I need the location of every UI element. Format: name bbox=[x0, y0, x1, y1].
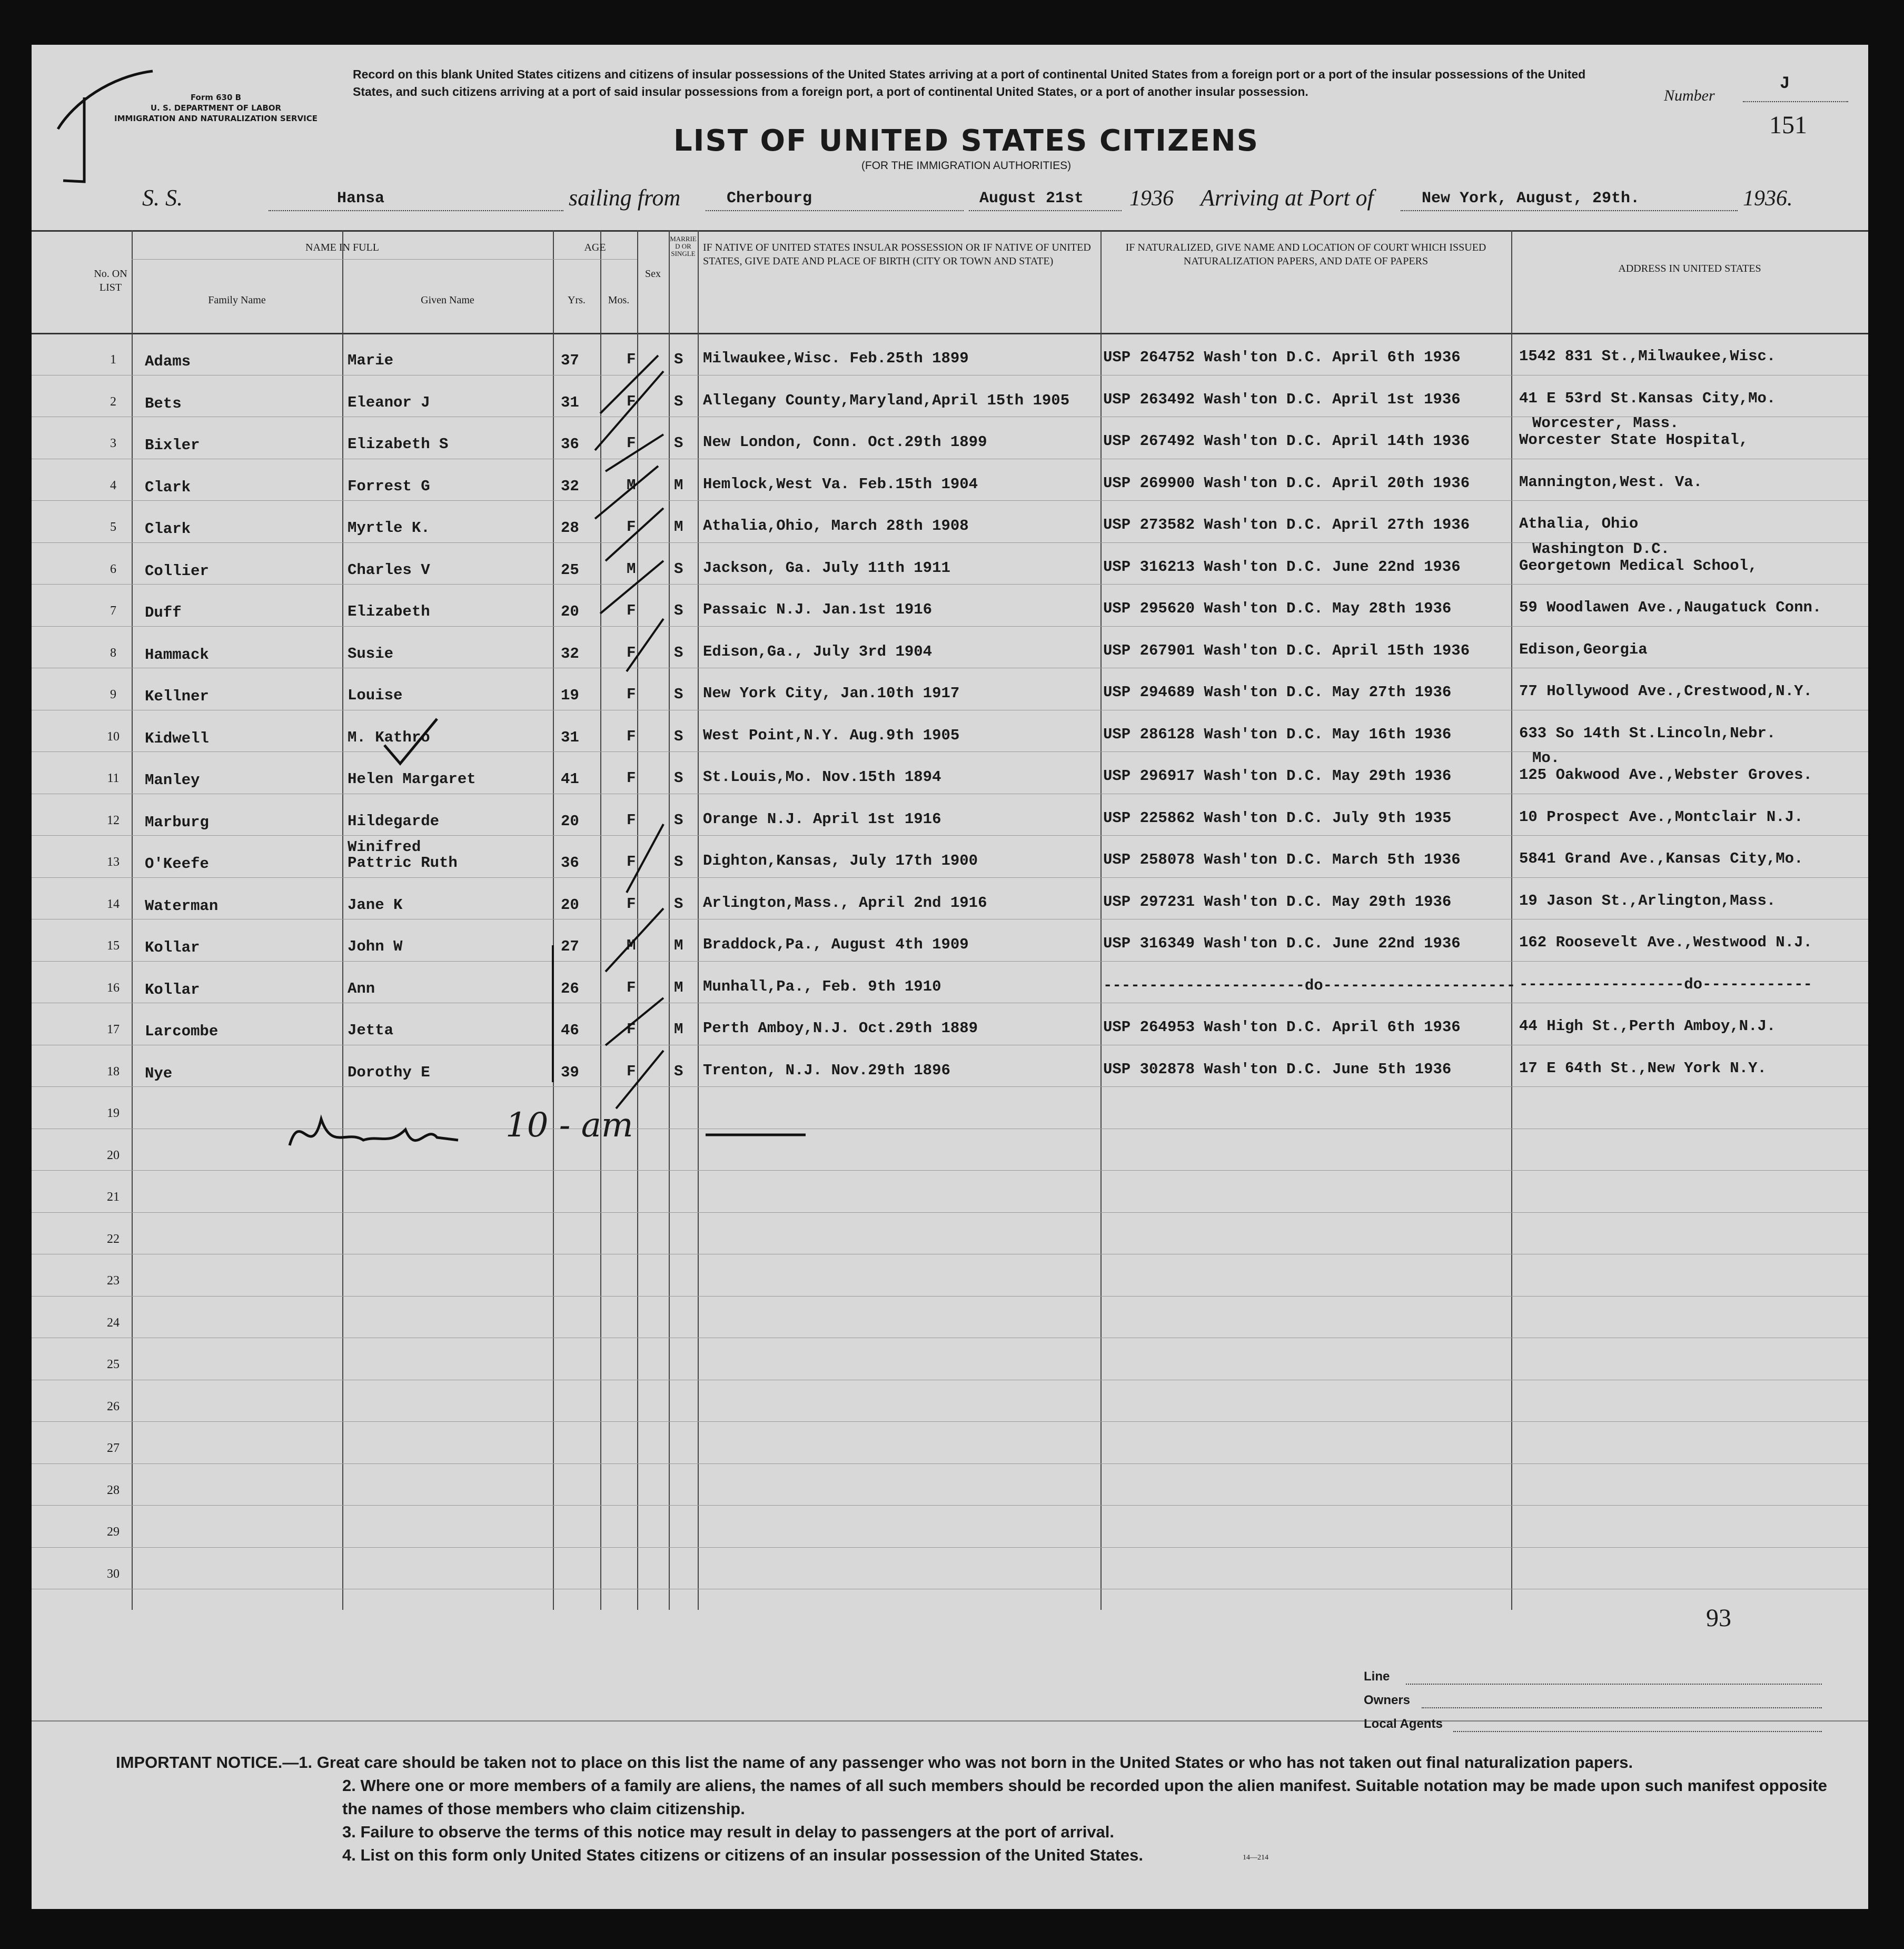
naturalization-info: USP 294689 Wash'ton D.C. May 27th 1936 bbox=[1103, 684, 1452, 701]
birth-info: Munhall,Pa., Feb. 9th 1910 bbox=[703, 977, 941, 995]
row-number: 18 bbox=[107, 1064, 120, 1079]
naturalization-info: USP 267901 Wash'ton D.C. April 15th 1936 bbox=[1103, 641, 1470, 659]
notice-item-4: 4. List on this form only United States citizens or citizens of an insular possession of the United States. bbox=[342, 1846, 1143, 1864]
marital-status: S bbox=[674, 727, 683, 745]
given-name: Louise bbox=[348, 687, 403, 704]
given-name: Jetta bbox=[348, 1022, 394, 1039]
marital-status: S bbox=[674, 392, 683, 410]
age-years: 31 bbox=[561, 393, 579, 411]
birth-info: Trenton, N.J. Nov.29th 1896 bbox=[703, 1061, 950, 1079]
row-number: 1 bbox=[110, 353, 116, 367]
family-name: Bets bbox=[145, 394, 182, 412]
family-name: Bixler bbox=[145, 437, 200, 454]
given-name: M. Kathro bbox=[348, 728, 430, 746]
row-number: 13 bbox=[107, 855, 120, 869]
sex: F bbox=[627, 1021, 636, 1038]
address: Mannington,West. Va. bbox=[1519, 473, 1703, 491]
intro-text: Record on this blank United States citizens and citizens of insular possessions of the United States arriving at a port of continental United States from a foreign port or a port of the insular possessions of the United States, and such citizens arriving at a port of said insular possessions from a foreign port, a port of continental United States, or a port of another insular possession. bbox=[353, 67, 1586, 98]
sex: F bbox=[627, 644, 636, 661]
row-number: 17 bbox=[107, 1023, 120, 1036]
age-years: 19 bbox=[561, 687, 579, 704]
notice-item-1: —1. Great care should be taken not to place on this list the name of any passenger who was not born in the United States or who has not taken out final naturalization papers. bbox=[282, 1753, 1633, 1772]
birth-info: Jackson, Ga. July 11th 1911 bbox=[703, 559, 950, 577]
row-number: 3 bbox=[110, 437, 116, 450]
marital-status: M bbox=[674, 1021, 683, 1038]
row-number: 11 bbox=[107, 771, 120, 785]
address: 125 Oakwood Ave.,Webster Groves. bbox=[1519, 766, 1812, 784]
address: 1542 831 St.,Milwaukee,Wisc. bbox=[1519, 348, 1776, 365]
number-label: Number bbox=[1664, 87, 1715, 104]
given-name: Helen Margaret bbox=[348, 770, 476, 788]
family-name: Adams bbox=[145, 353, 191, 370]
check-mark-louise bbox=[379, 714, 442, 771]
age-years: 32 bbox=[561, 477, 579, 495]
birth-info: Milwaukee,Wisc. Feb.25th 1899 bbox=[703, 350, 969, 367]
given-name: Dorothy E bbox=[348, 1063, 430, 1081]
arrival-line bbox=[1401, 209, 1738, 211]
birth-info: West Point,N.Y. Aug.9th 1905 bbox=[703, 726, 960, 744]
family-name: Marburg bbox=[145, 813, 209, 831]
sex: M bbox=[627, 476, 636, 494]
check-marks bbox=[584, 340, 700, 1172]
handwritten-underline bbox=[706, 1124, 811, 1145]
row-number: 22 bbox=[107, 1232, 120, 1246]
naturalization-info: USP 225862 Wash'ton D.C. July 9th 1935 bbox=[1103, 809, 1452, 827]
given-name: Myrtle K. bbox=[348, 519, 430, 537]
birth-info: Orange N.J. April 1st 1916 bbox=[703, 810, 941, 828]
sex: F bbox=[627, 769, 636, 787]
row-number: 19 bbox=[107, 1106, 120, 1120]
birth-info: New York City, Jan.10th 1917 bbox=[703, 685, 960, 702]
family-name: Duff bbox=[145, 604, 182, 621]
sailing-label: sailing from bbox=[569, 185, 681, 211]
important-notice bbox=[116, 1751, 1827, 1867]
print-code: 14—214 bbox=[1243, 1854, 1268, 1862]
family-name: Kollar bbox=[145, 939, 200, 956]
address: 162 Roosevelt Ave.,Westwood N.J. bbox=[1519, 934, 1812, 951]
address: 59 Woodlawen Ave.,Naugatuck Conn. bbox=[1519, 599, 1822, 616]
marital-status: M bbox=[674, 518, 683, 536]
sex: F bbox=[627, 351, 636, 368]
family-name: Clark bbox=[145, 478, 191, 496]
number-line bbox=[1743, 100, 1848, 102]
handwritten-note: 10 - am bbox=[505, 1106, 633, 1145]
family-name: Kidwell bbox=[145, 729, 209, 747]
given-name: Susie bbox=[348, 645, 394, 662]
naturalization-info: USP 263492 Wash'ton D.C. April 1st 1936 bbox=[1103, 390, 1461, 408]
age-years: 28 bbox=[561, 519, 579, 537]
port-from: Cherbourg bbox=[727, 190, 812, 207]
marital-status: S bbox=[674, 686, 683, 703]
address: Athalia, Ohio bbox=[1519, 515, 1639, 532]
family-name: Hammack bbox=[145, 646, 209, 664]
form-number: Form 630 B bbox=[190, 93, 242, 102]
page-number: 93 bbox=[1706, 1604, 1731, 1632]
arrival-port-date: New York, August, 29th. bbox=[1422, 190, 1640, 207]
row-number: 30 bbox=[107, 1567, 120, 1581]
naturalization-info: USP 269900 Wash'ton D.C. April 20th 1936 bbox=[1103, 474, 1470, 492]
service-name: IMMIGRATION AND NATURALIZATION SERVICE bbox=[114, 114, 318, 123]
age-years: 25 bbox=[561, 561, 579, 579]
age-years: 36 bbox=[561, 436, 579, 453]
sex: F bbox=[627, 434, 636, 452]
row-number: 2 bbox=[110, 394, 116, 409]
given-name: Jane K bbox=[348, 896, 403, 914]
birth-info: Perth Amboy,N.J. Oct.29th 1889 bbox=[703, 1020, 978, 1037]
row-number: 25 bbox=[107, 1358, 120, 1371]
given-name: Marie bbox=[348, 352, 394, 369]
page-title: LIST OF UNITED STATES CITIZENS bbox=[673, 124, 1259, 158]
sex: M bbox=[627, 937, 636, 954]
address: 77 Hollywood Ave.,Crestwood,N.Y. bbox=[1519, 682, 1812, 700]
birth-info: Athalia,Ohio, March 28th 1908 bbox=[703, 517, 969, 535]
family-name: Kellner bbox=[145, 688, 209, 705]
birth-info: Allegany County,Maryland,April 15th 1905 bbox=[703, 391, 1070, 409]
row-number: 20 bbox=[107, 1148, 120, 1162]
age-years: 31 bbox=[561, 728, 579, 746]
marital-status: S bbox=[674, 853, 683, 870]
age-years: 46 bbox=[561, 1022, 579, 1039]
given-name: Hildegarde bbox=[348, 812, 440, 830]
marital-status: M bbox=[674, 937, 683, 954]
birth-info: Edison,Ga., July 3rd 1904 bbox=[703, 642, 933, 660]
naturalization-info: USP 302878 Wash'ton D.C. June 5th 1936 bbox=[1103, 1060, 1452, 1078]
naturalization-info: USP 273582 Wash'ton D.C. April 27th 1936 bbox=[1103, 516, 1470, 533]
naturalization-info: ----------------------do--------------------- bbox=[1103, 976, 1516, 994]
family-name: Nye bbox=[145, 1064, 173, 1082]
notice-item-2: 2. Where one or more members of a family are aliens, the names of all such members should be recorded upon the alien manifest. Suitable notation may be made upon such manifest opposite the names of those members who claim citizenship. bbox=[342, 1776, 1827, 1818]
given-name-top: Winifred bbox=[348, 838, 421, 856]
marital-status: M bbox=[674, 978, 683, 996]
marital-status: S bbox=[674, 1062, 683, 1080]
row-number: 6 bbox=[110, 562, 116, 576]
given-name: Elizabeth bbox=[348, 603, 430, 620]
age-years: 20 bbox=[561, 896, 579, 914]
list-number: 151 bbox=[1769, 111, 1807, 139]
naturalization-info: USP 264752 Wash'ton D.C. April 6th 1936 bbox=[1103, 349, 1461, 366]
address: Georgetown Medical School, bbox=[1519, 557, 1758, 575]
line-label: Line bbox=[1364, 1669, 1390, 1684]
address: 44 High St.,Perth Amboy,N.J. bbox=[1519, 1017, 1776, 1035]
address-top: Mo. bbox=[1532, 749, 1560, 767]
age-years: 32 bbox=[561, 645, 579, 662]
row-number: 21 bbox=[107, 1190, 120, 1204]
col-yrs-header: Yrs. bbox=[568, 294, 586, 306]
agents-label: Local Agents bbox=[1364, 1717, 1443, 1731]
row-number: 4 bbox=[110, 478, 116, 492]
col-no-header: No. ON LIST bbox=[94, 268, 127, 293]
form-identifier bbox=[111, 92, 321, 124]
family-name: Manley bbox=[145, 771, 200, 789]
naturalization-info: USP 286128 Wash'ton D.C. May 16th 1936 bbox=[1103, 725, 1452, 743]
age-years: 36 bbox=[561, 854, 579, 872]
birth-info: New London, Conn. Oct.29th 1899 bbox=[703, 433, 987, 451]
birth-info: St.Louis,Mo. Nov.15th 1894 bbox=[703, 768, 941, 786]
address: 10 Prospect Ave.,Montclair N.J. bbox=[1519, 808, 1803, 826]
marital-status: S bbox=[674, 644, 683, 661]
col-given-header: Given Name bbox=[421, 294, 474, 306]
naturalization-info: USP 295620 Wash'ton D.C. May 28th 1936 bbox=[1103, 600, 1452, 617]
arrival-year: 1936. bbox=[1743, 186, 1793, 211]
col-age-header: AGE bbox=[584, 242, 606, 253]
address: 41 E 53rd St.Kansas City,Mo. bbox=[1519, 389, 1776, 407]
age-years: 27 bbox=[561, 938, 579, 955]
age-years: 41 bbox=[561, 770, 579, 788]
col-family-header: Family Name bbox=[208, 294, 266, 306]
naturalization-info: USP 316213 Wash'ton D.C. June 22nd 1936 bbox=[1103, 558, 1461, 576]
given-name: Charles V bbox=[348, 561, 430, 579]
address: ------------------do------------ bbox=[1519, 975, 1812, 993]
row-number: 14 bbox=[107, 897, 120, 911]
age-years: 37 bbox=[561, 352, 579, 369]
row-number: 9 bbox=[110, 688, 116, 701]
family-name: Waterman bbox=[145, 897, 219, 915]
port-line bbox=[706, 209, 964, 211]
naturalization-info: USP 258078 Wash'ton D.C. March 5th 1936 bbox=[1103, 851, 1461, 868]
col-name-header: NAME IN FULL bbox=[305, 242, 379, 253]
address: Edison,Georgia bbox=[1519, 640, 1648, 658]
row-number: 23 bbox=[107, 1274, 120, 1288]
given-name: Forrest G bbox=[348, 477, 430, 495]
sex: F bbox=[627, 392, 636, 410]
row-number: 16 bbox=[107, 981, 120, 995]
sex: F bbox=[627, 811, 636, 829]
col-address-header: ADDRESS IN UNITED STATES bbox=[1618, 263, 1761, 274]
col-naturalized-header: IF NATURALIZED, GIVE NAME AND LOCATION OF COURT WHICH ISSUED NATURALIZATION PAPERS, AND DATE OF PAPERS bbox=[1125, 242, 1486, 267]
family-name: Larcombe bbox=[145, 1023, 219, 1040]
address-top: Washington D.C. bbox=[1532, 540, 1670, 558]
row-number: 5 bbox=[110, 520, 116, 534]
sex: F bbox=[627, 727, 636, 745]
naturalization-info: USP 297231 Wash'ton D.C. May 29th 1936 bbox=[1103, 893, 1452, 911]
sail-year: 1936 bbox=[1129, 186, 1174, 211]
birth-info: Hemlock,West Va. Feb.15th 1904 bbox=[703, 475, 978, 493]
col-married-header: MARRIED OR SINGLE bbox=[670, 235, 697, 258]
bracket-mark bbox=[542, 940, 563, 1087]
col-sex-header: Sex bbox=[645, 268, 661, 280]
row-number: 28 bbox=[107, 1483, 120, 1497]
date-line bbox=[969, 209, 1122, 211]
given-name: Pattric Ruth bbox=[348, 854, 458, 872]
sex: F bbox=[627, 686, 636, 703]
family-name: Kollar bbox=[145, 981, 200, 998]
row-number: 10 bbox=[107, 729, 120, 744]
address: 633 So 14th St.Lincoln,Nebr. bbox=[1519, 724, 1776, 742]
row-number: 26 bbox=[107, 1399, 120, 1413]
address: 5841 Grand Ave.,Kansas City,Mo. bbox=[1519, 850, 1803, 867]
sex: F bbox=[627, 1062, 636, 1080]
number-letter: J bbox=[1780, 74, 1790, 93]
address: 17 E 64th St.,New York N.Y. bbox=[1519, 1059, 1767, 1077]
sex: F bbox=[627, 602, 636, 619]
birth-info: Arlington,Mass., April 2nd 1916 bbox=[703, 894, 987, 912]
birth-info: Passaic N.J. Jan.1st 1916 bbox=[703, 601, 933, 618]
address: 19 Jason St.,Arlington,Mass. bbox=[1519, 892, 1776, 909]
marital-status: M bbox=[674, 476, 683, 494]
marital-status: S bbox=[674, 560, 683, 578]
family-name: Collier bbox=[145, 562, 209, 580]
page-subtitle: (FOR THE IMMIGRATION AUTHORITIES) bbox=[861, 160, 1072, 172]
birth-info: Braddock,Pa., August 4th 1909 bbox=[703, 936, 969, 953]
manifest-sheet bbox=[32, 45, 1868, 1909]
address: Worcester State Hospital, bbox=[1519, 431, 1749, 449]
marital-status: S bbox=[674, 895, 683, 913]
naturalization-info: USP 296917 Wash'ton D.C. May 29th 1936 bbox=[1103, 767, 1452, 785]
notice-heading: IMPORTANT NOTICE. bbox=[116, 1753, 283, 1772]
notice-item-3: 3. Failure to observe the terms of this notice may result in delay to passengers at the port of arrival. bbox=[342, 1823, 1115, 1841]
sex: M bbox=[627, 560, 636, 578]
row-number: 24 bbox=[107, 1315, 120, 1330]
sex: F bbox=[627, 853, 636, 870]
marital-status: S bbox=[674, 602, 683, 619]
address-top: Worcester, Mass. bbox=[1532, 414, 1679, 432]
col-birth-header: IF NATIVE OF UNITED STATES INSULAR POSSESSION OR IF NATIVE OF UNITED STATES, GIVE DATE AND PLACE OF BIRTH (CITY OR TOWN AND STATE) bbox=[703, 242, 1091, 267]
sex: F bbox=[627, 978, 636, 996]
arriving-label: Arriving at Port of bbox=[1201, 185, 1374, 211]
sail-date: August 21st bbox=[979, 190, 1084, 207]
row-number: 7 bbox=[110, 604, 116, 618]
birth-info: Dighton,Kansas, July 17th 1900 bbox=[703, 852, 978, 869]
row-number: 29 bbox=[107, 1525, 120, 1539]
row-number: 27 bbox=[107, 1441, 120, 1455]
marital-status: S bbox=[674, 351, 683, 368]
row-number: 8 bbox=[110, 646, 116, 660]
department-name: U. S. DEPARTMENT OF LABOR bbox=[150, 103, 282, 113]
given-name: Ann bbox=[348, 980, 375, 997]
ss-label: S. S. bbox=[142, 185, 183, 211]
owners-label: Owners bbox=[1364, 1693, 1411, 1707]
naturalization-info: USP 316349 Wash'ton D.C. June 22nd 1936 bbox=[1103, 935, 1461, 952]
age-years: 39 bbox=[561, 1063, 579, 1081]
age-years: 20 bbox=[561, 812, 579, 830]
sex: F bbox=[627, 518, 636, 536]
marital-status: S bbox=[674, 769, 683, 787]
row-number: 12 bbox=[107, 813, 120, 827]
ship-name: Hansa bbox=[337, 190, 385, 207]
age-years: 20 bbox=[561, 603, 579, 620]
col-mos-header: Mos. bbox=[608, 294, 630, 306]
row-number: 15 bbox=[107, 939, 120, 953]
sex: F bbox=[627, 895, 636, 913]
given-name: Elizabeth S bbox=[348, 436, 449, 453]
naturalization-info: USP 267492 Wash'ton D.C. April 14th 1936 bbox=[1103, 432, 1470, 450]
given-name: Eleanor J bbox=[348, 393, 430, 411]
naturalization-info: USP 264953 Wash'ton D.C. April 6th 1936 bbox=[1103, 1018, 1461, 1036]
age-years: 26 bbox=[561, 980, 579, 997]
ship-line bbox=[269, 209, 563, 211]
handwritten-signature bbox=[279, 1098, 469, 1172]
marital-status: S bbox=[674, 811, 683, 829]
given-name: John W bbox=[348, 938, 403, 955]
marital-status: S bbox=[674, 434, 683, 452]
family-name: O'Keefe bbox=[145, 855, 209, 873]
family-name: Clark bbox=[145, 520, 191, 538]
